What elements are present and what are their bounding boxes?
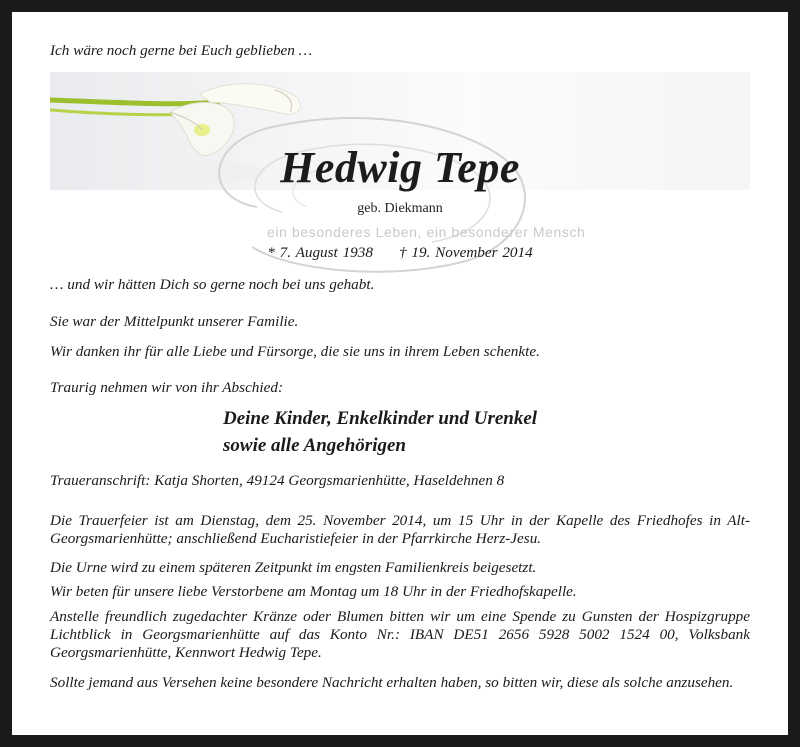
urn-burial: Die Urne wird zu einem späteren Zeitpunkt im engsten Familienkreis beigesetzt. (50, 559, 537, 576)
notification-note: Sollte jemand aus Versehen keine besondere Nachricht erhalten haben, so bitten wir, diese als solche anzusehen. (50, 674, 734, 691)
death-date: † 19. November 2014 (398, 244, 533, 261)
top-quote: Ich wäre noch gerne bei Euch geblieben … (50, 42, 313, 59)
mourning-address: Traueranschrift: Katja Shorten, 49124 Georgsmarienhütte, Haseldehnen 8 (50, 472, 505, 489)
donation-request: Anstelle freundlich zugedachter Kränze oder Blumen bitten wir um eine Spende zu Gunsten der Hospizgruppe Lichtblick in Georgsmarienhütte auf das Konto Nr.: IBAN DE51 2656 5928 5002 1524 00, Volksbank Georgsmarienhütte, Kennwort Hedwig Tepe. (50, 608, 750, 661)
bottom-quote: … und wir hätten Dich so gerne noch bei uns gehabt. (50, 276, 375, 293)
mourners-line-1: Deine Kinder, Enkelkinder und Urenkel (223, 408, 538, 429)
funeral-ceremony: Die Trauerfeier ist am Dienstag, dem 25. November 2014, um 15 Uhr in der Kapelle des Friedhofes in Alt-Georgsmarienhütte; anschließend Eucharistiefeier in der Pfarrkirche Herz-Jesu. (50, 512, 750, 547)
prayer-service: Wir beten für unsere liebe Verstorbene am Montag um 18 Uhr in der Friedhofskapelle. (50, 583, 577, 600)
thanks-line: Wir danken ihr für alle Liebe und Fürsorge, die sie uns in ihrem Leben schenkte. (50, 343, 540, 360)
mourners-line-2: sowie alle Angehörigen (223, 435, 406, 456)
maiden-name: geb. Diekmann (357, 201, 443, 216)
obituary-page (12, 12, 788, 735)
family-center-line: Sie war der Mittelpunkt unserer Familie. (50, 313, 299, 330)
life-dates (12, 244, 788, 262)
deceased-name: Hedwig Tepe (280, 143, 520, 192)
farewell-line: Traurig nehmen wir von ihr Abschied: (50, 379, 284, 396)
motto-text: ein besonderes Leben, ein besonderer Mensch (267, 224, 586, 240)
mourners-block (223, 405, 537, 459)
birth-date: * 7. August 1938 (267, 244, 373, 261)
